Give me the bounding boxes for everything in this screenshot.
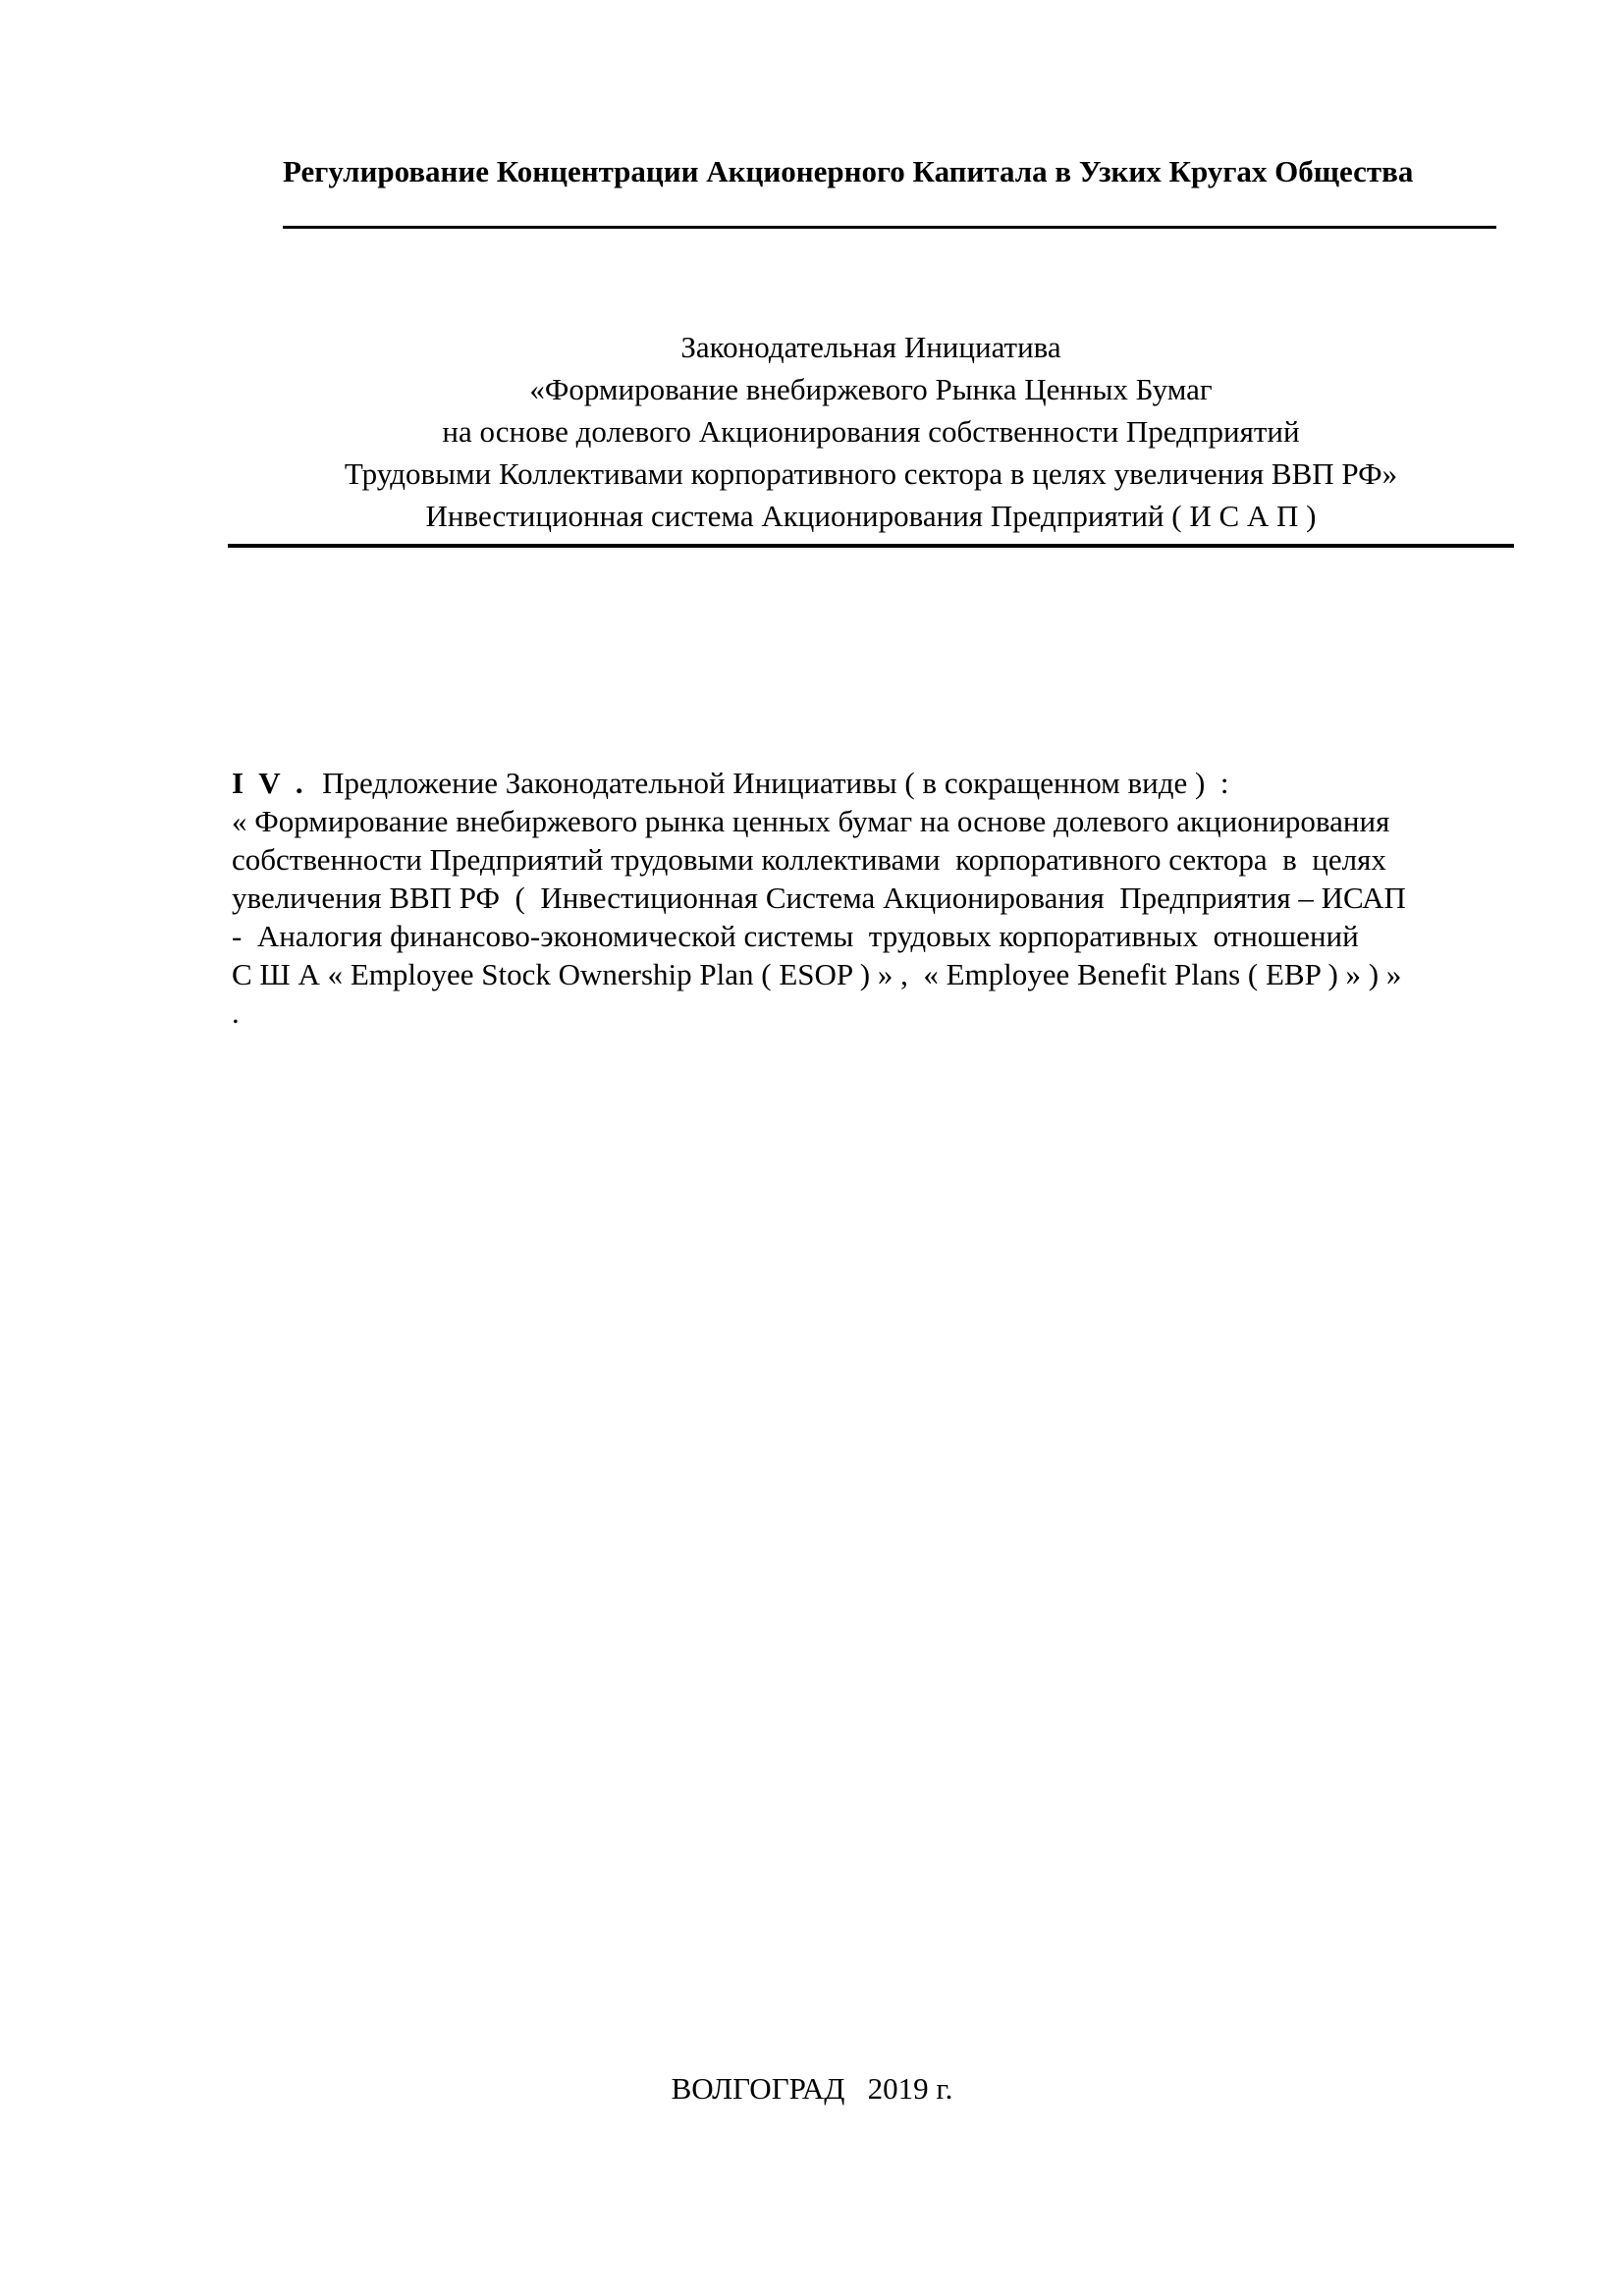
section-text-line: . xyxy=(232,995,240,1030)
section-iv-block xyxy=(232,764,1528,1032)
section-text-line: С Ш А « Employee Stock Ownership Plan ( ESOP ) » , « Employee Benefit Plans ( EBP ) » ) » xyxy=(232,957,1402,991)
initiative-line: Трудовыми Коллективами корпоративного сектора в целях увеличения ВВП РФ» xyxy=(344,456,1398,491)
section-text-line: - Аналогия финансово-экономической системы трудовых корпоративных отношений xyxy=(232,919,1359,953)
section-heading-line xyxy=(232,764,1528,802)
initiative-line: Законодательная Инициатива xyxy=(680,330,1061,364)
section-text-line: « Формирование внебиржевого рынка ценных бумаг на основе долевого акционирования xyxy=(232,804,1390,838)
initiative-title-block xyxy=(228,326,1514,537)
initiative-divider xyxy=(228,544,1514,548)
section-lead: Предложение Законодательной Инициативы ( в сокращенном виде ) : xyxy=(306,766,1229,800)
document-title: Регулирование Концентрации Акционерного Капитала в Узких Кругах Общества xyxy=(283,154,1414,188)
initiative-line: Инвестиционная система Акционирования Предприятий ( И С А П ) xyxy=(425,499,1317,533)
title-underline xyxy=(283,226,1496,229)
section-text-line: собственности Предприятий трудовыми коллективами корпоративного сектора в целях xyxy=(232,842,1386,877)
initiative-line: «Формирование внебиржевого Рынка Ценных Бумаг xyxy=(529,372,1213,406)
initiative-line: на основе долевого Акционирования собственности Предприятий xyxy=(442,414,1300,449)
footer-place-year: ВОЛГОГРАД 2019 г. xyxy=(671,2071,953,2106)
section-number: I V . xyxy=(232,766,307,800)
section-text-line: увеличения ВВП РФ ( Инвестиционная Система Акционирования Предприятия – ИСАП xyxy=(232,881,1406,915)
